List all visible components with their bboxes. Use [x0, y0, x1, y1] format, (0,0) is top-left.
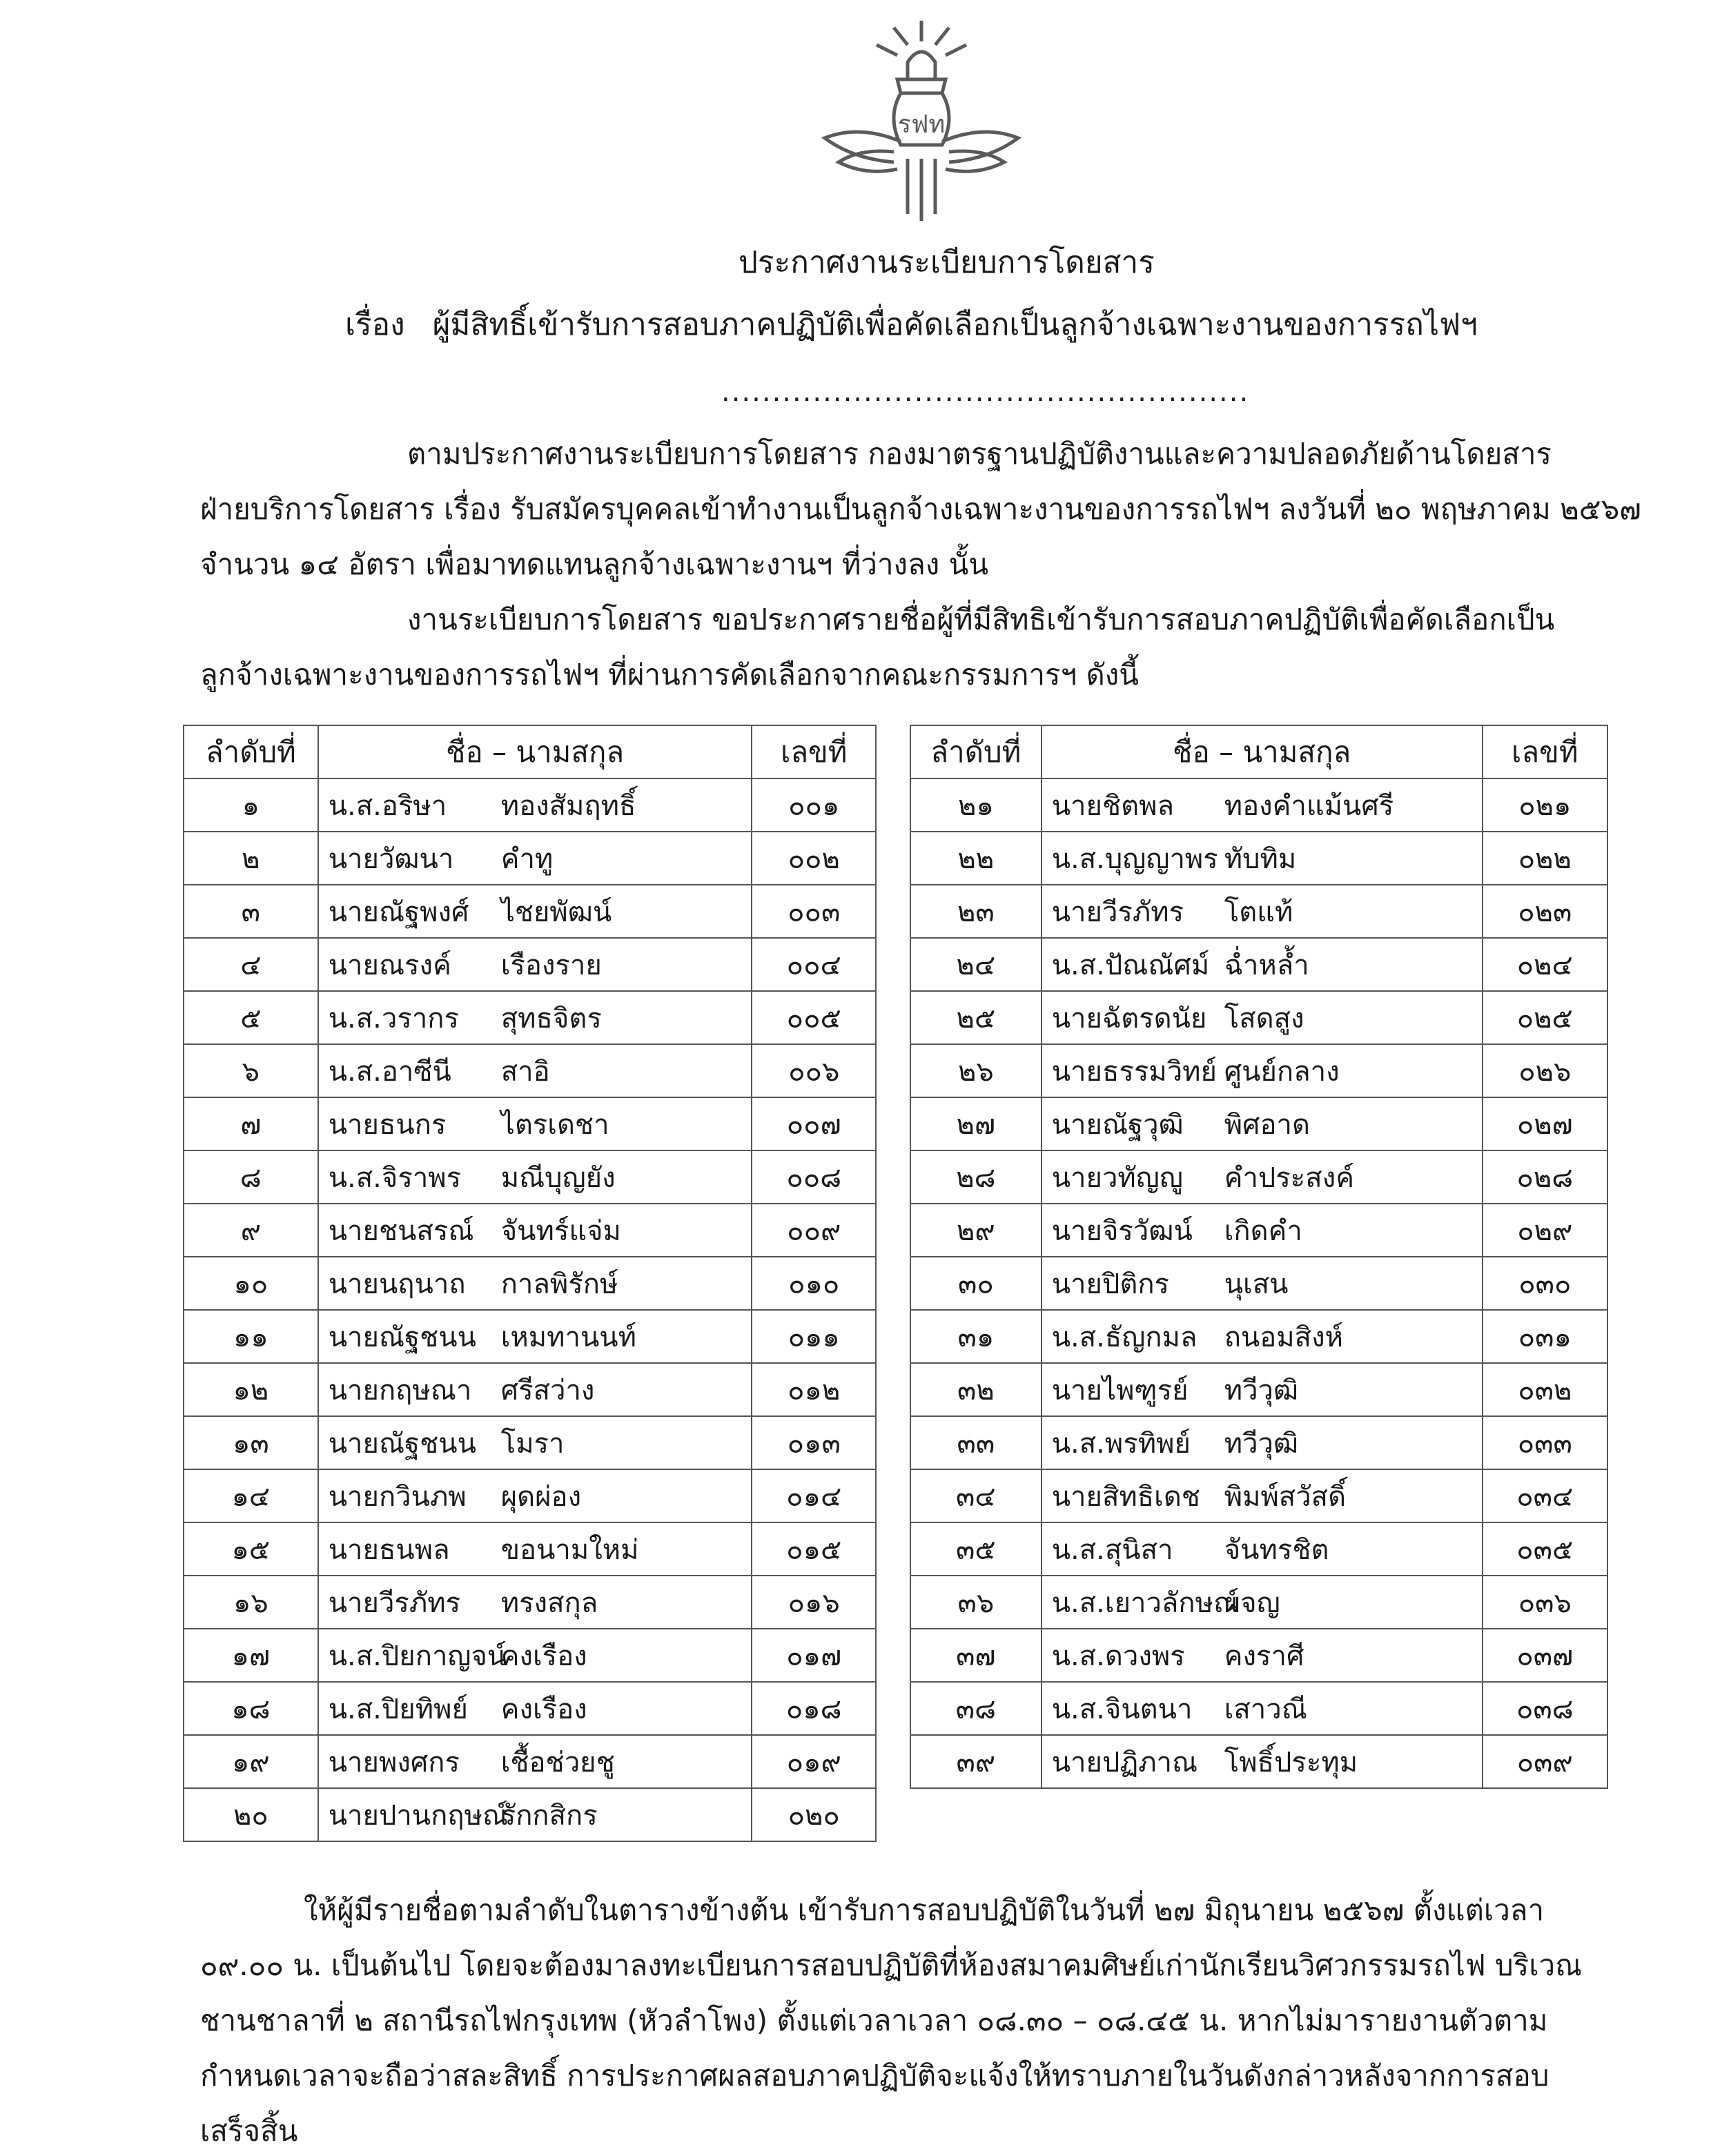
table-row: [910, 885, 1607, 938]
table-row: [184, 991, 876, 1044]
first-name: นายชนสรณ์: [328, 1215, 474, 1247]
last-name: เรืองราย: [500, 949, 602, 981]
intro-line-2: ฝ่ายบริการโดยสาร เรื่อง รับสมัครบุคคลเข้าทำงานเป็นลูกจ้างเฉพาะงานของการรถไฟฯ ลงวันที่ ๒๐ พฤษภาคม ๒๕๖๗: [200, 492, 1641, 526]
row-number: ๐๐๖: [752, 1044, 876, 1097]
table-row: [184, 1469, 876, 1522]
row-index: ๒๘: [910, 1150, 1042, 1204]
svg-text:รฟท: รฟท: [897, 110, 946, 139]
row-number: ๐๒๔: [1483, 938, 1607, 991]
first-name: นายปานกฤษณ์: [328, 1799, 509, 1832]
row-index: ๑๓: [184, 1416, 318, 1469]
table-row: [184, 1416, 876, 1469]
row-fullname: [318, 1522, 752, 1576]
row-fullname: [1042, 1629, 1483, 1682]
row-index: ๓๖: [910, 1576, 1042, 1629]
first-name: น.ส.อริษา: [328, 790, 447, 822]
row-number: ๐๓๐: [1483, 1257, 1607, 1310]
last-name: ทวีวุฒิ: [1224, 1374, 1299, 1407]
first-name: นายณรงค์: [328, 949, 451, 981]
last-name: เสาวณี: [1224, 1693, 1307, 1725]
row-number: ๐๑๔: [752, 1469, 876, 1522]
row-fullname: [318, 1310, 752, 1363]
row-number: ๐๒๐: [752, 1788, 876, 1841]
last-name: กาลพิรักษ์: [500, 1268, 618, 1300]
row-index: ๓๐: [910, 1257, 1042, 1310]
row-index: ๓๔: [910, 1469, 1042, 1522]
first-name: น.ส.ปิยกาญจน์: [328, 1640, 507, 1672]
table-row: [184, 1310, 876, 1363]
table-row: [910, 778, 1607, 832]
last-name: ทวีวุฒิ: [1224, 1427, 1299, 1460]
table-row: [184, 1576, 876, 1629]
row-fullname: [1042, 778, 1483, 832]
first-name: นายณัฐชนน: [328, 1427, 476, 1460]
table-row: [184, 1788, 876, 1841]
table-row: [184, 1522, 876, 1576]
row-number: ๐๑๘: [752, 1682, 876, 1735]
row-index: ๒๖: [910, 1044, 1042, 1097]
header-name: ชื่อ – นามสกุล: [1042, 725, 1483, 778]
last-name: เชื้อช่วยชู: [500, 1746, 615, 1778]
row-number: ๐๑๓: [752, 1416, 876, 1469]
table-row: [184, 1257, 876, 1310]
row-fullname: [318, 1469, 752, 1522]
row-fullname: [318, 938, 752, 991]
row-number: ๐๒๒: [1483, 832, 1607, 885]
first-name: น.ส.บุญญาพร: [1051, 843, 1218, 875]
last-name: จันทร์แจ่ม: [500, 1215, 621, 1247]
row-fullname: [318, 1363, 752, 1416]
row-index: ๑๖: [184, 1576, 318, 1629]
first-name: นายณัฐพงศ์: [328, 896, 469, 928]
row-number: ๐๐๕: [752, 991, 876, 1044]
row-index: ๑: [184, 778, 318, 832]
table-row: [184, 778, 876, 832]
row-fullname: [318, 1150, 752, 1204]
first-name: นายจิรวัฒน์: [1051, 1215, 1193, 1247]
closing-line-1: ให้ผู้มีรายชื่อตามลำดับในตารางข้างต้น เข้ารับการสอบปฏิบัติในวันที่ ๒๗ มิถุนายน ๒๕๖๗ ตั้งแต่เวลา: [304, 1893, 1545, 1927]
last-name: สุทธจิตร: [500, 1002, 602, 1035]
row-fullname: [318, 1682, 752, 1735]
row-number: ๐๑๖: [752, 1576, 876, 1629]
row-index: ๒๑: [910, 778, 1042, 832]
row-number: ๐๒๑: [1483, 778, 1607, 832]
last-name: คำประสงค์: [1224, 1162, 1354, 1194]
last-name: รักกสิกร: [500, 1799, 598, 1832]
row-number: ๐๒๙: [1483, 1204, 1607, 1257]
row-fullname: [318, 885, 752, 938]
table-row: [184, 1735, 876, 1788]
row-fullname: [1042, 938, 1483, 991]
row-index: ๑๔: [184, 1469, 318, 1522]
first-name: น.ส.เยาวลักษณ์: [1051, 1587, 1240, 1619]
table-row: [184, 1629, 876, 1682]
row-fullname: [1042, 1150, 1483, 1204]
row-index: ๙: [184, 1204, 318, 1257]
row-number: ๐๐๙: [752, 1204, 876, 1257]
first-name: น.ส.วรากร: [328, 1002, 459, 1035]
row-number: ๐๐๘: [752, 1150, 876, 1204]
row-fullname: [1042, 885, 1483, 938]
header-name: ชื่อ – นามสกุล: [318, 725, 752, 778]
row-fullname: [1042, 1682, 1483, 1735]
last-name: โมรา: [500, 1427, 565, 1460]
last-name: คงเรือง: [500, 1640, 587, 1672]
row-index: ๒๓: [910, 885, 1042, 938]
row-number: ๐๒๓: [1483, 885, 1607, 938]
row-index: ๕: [184, 991, 318, 1044]
first-name: นายฉัตรดนัย: [1051, 1002, 1207, 1035]
row-fullname: [318, 1204, 752, 1257]
row-index: ๘: [184, 1150, 318, 1204]
first-name: นายณัฐวุฒิ: [1051, 1108, 1184, 1141]
row-fullname: [318, 1097, 752, 1150]
row-index: ๒๒: [910, 832, 1042, 885]
last-name: คงราศี: [1224, 1640, 1304, 1672]
row-index: ๖: [184, 1044, 318, 1097]
header-index: ลำดับที่: [910, 725, 1042, 778]
last-name: ศูนย์กลาง: [1224, 1055, 1340, 1088]
row-index: ๑๒: [184, 1363, 318, 1416]
closing-line-5: เสร็จสิ้น: [200, 2114, 298, 2148]
row-fullname: [318, 778, 752, 832]
table-header-row: [184, 725, 876, 778]
row-number: ๐๑๗: [752, 1629, 876, 1682]
first-name: นายกฤษณา: [328, 1374, 472, 1407]
last-name: สาอิ: [500, 1055, 550, 1088]
table-row: [910, 1522, 1607, 1576]
last-name: ทองสัมฤทธิ์: [500, 790, 636, 822]
header-number: เลขที่: [1483, 725, 1607, 778]
first-name: น.ส.ปิยทิพย์: [328, 1693, 468, 1725]
last-name: พิศอาด: [1224, 1108, 1310, 1141]
first-name: นายนฤนาถ: [328, 1268, 466, 1300]
row-number: ๐๒๘: [1483, 1150, 1607, 1204]
row-index: ๒๐: [184, 1788, 318, 1841]
row-number: ๐๐๑: [752, 778, 876, 832]
last-name: ผจญ: [1224, 1587, 1280, 1619]
first-name: นายพงศกร: [328, 1746, 460, 1778]
row-number: ๐๒๗: [1483, 1097, 1607, 1150]
header-number: เลขที่: [752, 725, 876, 778]
row-index: ๓๑: [910, 1310, 1042, 1363]
row-fullname: [1042, 1363, 1483, 1416]
first-name: นายวีรภัทร: [328, 1587, 461, 1619]
row-index: ๒๙: [910, 1204, 1042, 1257]
table-row: [910, 1363, 1607, 1416]
table-row: [910, 938, 1607, 991]
table-row: [910, 832, 1607, 885]
row-fullname: [318, 1416, 752, 1469]
row-number: ๐๑๐: [752, 1257, 876, 1310]
table-row: [910, 1310, 1607, 1363]
table-row: [184, 1044, 876, 1097]
first-name: นายธนกร: [328, 1108, 447, 1141]
last-name: พิมพ์สวัสดิ์: [1224, 1480, 1347, 1513]
table-row: [910, 1257, 1607, 1310]
last-name: ทับทิม: [1224, 843, 1297, 875]
row-number: ๐๑๒: [752, 1363, 876, 1416]
row-index: ๓๙: [910, 1735, 1042, 1788]
table-row: [910, 1629, 1607, 1682]
table-row: [910, 1097, 1607, 1150]
row-fullname: [1042, 1735, 1483, 1788]
row-index: ๑๘: [184, 1682, 318, 1735]
last-name: มณีบุญยัง: [500, 1162, 616, 1194]
first-name: นายกวินภพ: [328, 1480, 467, 1513]
first-name: น.ส.ดวงพร: [1051, 1640, 1185, 1672]
first-name: นายธรรมวิทย์: [1051, 1055, 1217, 1088]
last-name: คงเรือง: [500, 1693, 587, 1725]
table-row: [910, 1150, 1607, 1204]
row-index: ๑๑: [184, 1310, 318, 1363]
row-number: ๐๑๙: [752, 1735, 876, 1788]
row-index: ๔: [184, 938, 318, 991]
table-header-row: [910, 725, 1607, 778]
row-index: ๓: [184, 885, 318, 938]
first-name: น.ส.ปัณณัศม์: [1051, 949, 1210, 981]
row-number: ๐๓๘: [1483, 1682, 1607, 1735]
row-number: ๐๓๒: [1483, 1363, 1607, 1416]
row-index: ๓๒: [910, 1363, 1042, 1416]
table-row: [184, 832, 876, 885]
intro-line-3: จำนวน ๑๔ อัตรา เพื่อมาทดแทนลูกจ้างเฉพาะงานฯ ที่ว่างลง นั้น: [200, 547, 989, 581]
row-index: ๓๓: [910, 1416, 1042, 1469]
row-fullname: [1042, 991, 1483, 1044]
last-name: ถนอมสิงห์: [1224, 1321, 1343, 1353]
last-name: เหมทานนท์: [500, 1321, 636, 1353]
candidate-table-right: [910, 725, 1608, 1789]
row-index: ๑๙: [184, 1735, 318, 1788]
row-number: ๐๑๑: [752, 1310, 876, 1363]
closing-line-4: กำหนดเวลาจะถือว่าสละสิทธิ์ การประกาศผลสอบภาคปฏิบัติจะแจ้งให้ทราบภายในวันดังกล่าวหลังจากการสอบ: [200, 2059, 1549, 2093]
row-number: ๐๓๑: [1483, 1310, 1607, 1363]
closing-line-2: ๐๙.๐๐ น. เป็นต้นไป โดยจะต้องมาลงทะเบียนการสอบปฏิบัติที่ห้องสมาคมศิษย์เก่านักเรียนวิศวกรรมรถไฟ บริเวณ: [200, 1948, 1583, 1982]
table-row: [184, 1204, 876, 1257]
row-fullname: [1042, 1576, 1483, 1629]
first-name: น.ส.สุนิสา: [1051, 1533, 1173, 1566]
row-index: ๑๗: [184, 1629, 318, 1682]
first-name: นายธนพล: [328, 1533, 450, 1566]
last-name: ทองคำแม้นศรี: [1224, 790, 1394, 822]
row-fullname: [318, 1735, 752, 1788]
first-name: น.ส.อาซีนี: [328, 1055, 451, 1088]
subject-label: เรื่อง: [345, 307, 405, 342]
row-number: ๐๓๓: [1483, 1416, 1607, 1469]
row-index: ๑๐: [184, 1257, 318, 1310]
table-row: [184, 1150, 876, 1204]
row-fullname: [1042, 1310, 1483, 1363]
first-name: นายชิตพล: [1051, 790, 1174, 822]
row-index: ๓๗: [910, 1629, 1042, 1682]
first-name: น.ส.จิราพร: [328, 1162, 462, 1194]
last-name: จันทรชิต: [1224, 1533, 1329, 1566]
last-name: คำทู: [500, 843, 554, 875]
last-name: ไชยพัฒน์: [500, 896, 612, 928]
row-index: ๗: [184, 1097, 318, 1150]
row-number: ๐๓๕: [1483, 1522, 1607, 1576]
row-index: ๒๔: [910, 938, 1042, 991]
railway-emblem-icon: [811, 14, 1032, 235]
intro-line-4: งานระเบียบการโดยสาร ขอประกาศรายชื่อผู้ที่มีสิทธิเข้ารับการสอบภาคปฏิบัติเพื่อคัดเลือกเป็น: [407, 602, 1555, 636]
table-row: [184, 1097, 876, 1150]
first-name: นายวัฒนา: [328, 843, 454, 875]
divider-dots: ....................................................: [721, 376, 1250, 408]
table-row: [910, 1682, 1607, 1735]
row-number: ๐๐๗: [752, 1097, 876, 1150]
table-row: [184, 1682, 876, 1735]
last-name: ไตรเดชา: [500, 1108, 609, 1141]
table-row: [184, 938, 876, 991]
first-name: นายวทัญญู: [1051, 1162, 1183, 1194]
last-name: ฉ่ำหล้ำ: [1224, 949, 1309, 981]
table-row: [910, 1469, 1607, 1522]
row-fullname: [318, 1788, 752, 1841]
row-fullname: [1042, 1522, 1483, 1576]
last-name: โตแท้: [1224, 896, 1293, 928]
row-fullname: [318, 1576, 752, 1629]
row-number: ๐๓๙: [1483, 1735, 1607, 1788]
row-index: ๒๗: [910, 1097, 1042, 1150]
last-name: โสดสูง: [1224, 1002, 1304, 1035]
row-fullname: [1042, 1044, 1483, 1097]
row-index: ๓๘: [910, 1682, 1042, 1735]
first-name: นายไพฑูรย์: [1051, 1374, 1189, 1407]
row-number: ๐๑๕: [752, 1522, 876, 1576]
table-row: [910, 1735, 1607, 1788]
row-index: ๒: [184, 832, 318, 885]
header-index: ลำดับที่: [184, 725, 318, 778]
announcement-title: ประกาศงานระเบียบการโดยสาร: [739, 245, 1155, 280]
last-name: ศรีสว่าง: [500, 1374, 595, 1407]
row-fullname: [318, 1629, 752, 1682]
row-fullname: [1042, 832, 1483, 885]
last-name: ขอนามใหม่: [500, 1533, 639, 1566]
last-name: เกิดคำ: [1224, 1215, 1302, 1247]
table-row: [910, 1204, 1607, 1257]
row-fullname: [318, 832, 752, 885]
row-fullname: [318, 1044, 752, 1097]
row-number: ๐๒๖: [1483, 1044, 1607, 1097]
row-index: ๑๕: [184, 1522, 318, 1576]
last-name: ผุดผ่อง: [500, 1480, 582, 1513]
intro-line-1: ตามประกาศงานระเบียบการโดยสาร กองมาตรฐานปฏิบัติงานและความปลอดภัยด้านโดยสาร: [407, 437, 1552, 471]
last-name: โพธิ์ประทุม: [1224, 1746, 1358, 1778]
closing-line-3: ชานชาลาที่ ๒ สถานีรถไฟกรุงเทพ (หัวลำโพง) ตั้งแต่เวลาเวลา ๐๘.๓๐ – ๐๘.๔๕ น. หากไม่มารายงานตัวตาม: [200, 2003, 1548, 2037]
row-number: ๐๒๕: [1483, 991, 1607, 1044]
candidate-table-left: [183, 725, 877, 1842]
row-number: ๐๓๔: [1483, 1469, 1607, 1522]
row-number: ๐๐๔: [752, 938, 876, 991]
row-fullname: [1042, 1204, 1483, 1257]
row-fullname: [1042, 1097, 1483, 1150]
row-fullname: [318, 1257, 752, 1310]
first-name: นายณัฐชนน: [328, 1321, 476, 1353]
first-name: นายปิติกร: [1051, 1268, 1170, 1300]
row-fullname: [1042, 1469, 1483, 1522]
row-number: ๐๐๒: [752, 832, 876, 885]
table-row: [910, 1416, 1607, 1469]
row-number: ๐๐๓: [752, 885, 876, 938]
row-index: ๓๕: [910, 1522, 1042, 1576]
subject-text: ผู้มีสิทธิ์เข้ารับการสอบภาคปฏิบัติเพื่อคัดเลือกเป็นลูกจ้างเฉพาะงานของการรถไฟฯ: [432, 307, 1478, 342]
first-name: น.ส.จินตนา: [1051, 1693, 1193, 1725]
table-row: [910, 991, 1607, 1044]
first-name: นายวีรภัทร: [1051, 896, 1184, 928]
row-fullname: [318, 991, 752, 1044]
first-name: น.ส.พรทิพย์: [1051, 1427, 1191, 1460]
announcement-subject: [345, 300, 1478, 349]
row-fullname: [1042, 1416, 1483, 1469]
last-name: ทรงสกุล: [500, 1587, 598, 1619]
last-name: นุเสน: [1224, 1268, 1289, 1300]
table-row: [910, 1576, 1607, 1629]
first-name: นายปฏิภาณ: [1051, 1746, 1198, 1778]
row-fullname: [1042, 1257, 1483, 1310]
first-name: นายสิทธิเดช: [1051, 1480, 1200, 1513]
table-row: [910, 1044, 1607, 1097]
table-row: [184, 885, 876, 938]
table-row: [184, 1363, 876, 1416]
row-number: ๐๓๗: [1483, 1629, 1607, 1682]
intro-line-5: ลูกจ้างเฉพาะงานของการรถไฟฯ ที่ผ่านการคัดเลือกจากคณะกรรมการฯ ดังนี้: [200, 658, 1140, 692]
row-index: ๒๕: [910, 991, 1042, 1044]
row-number: ๐๓๖: [1483, 1576, 1607, 1629]
first-name: น.ส.ธัญกมล: [1051, 1321, 1197, 1353]
